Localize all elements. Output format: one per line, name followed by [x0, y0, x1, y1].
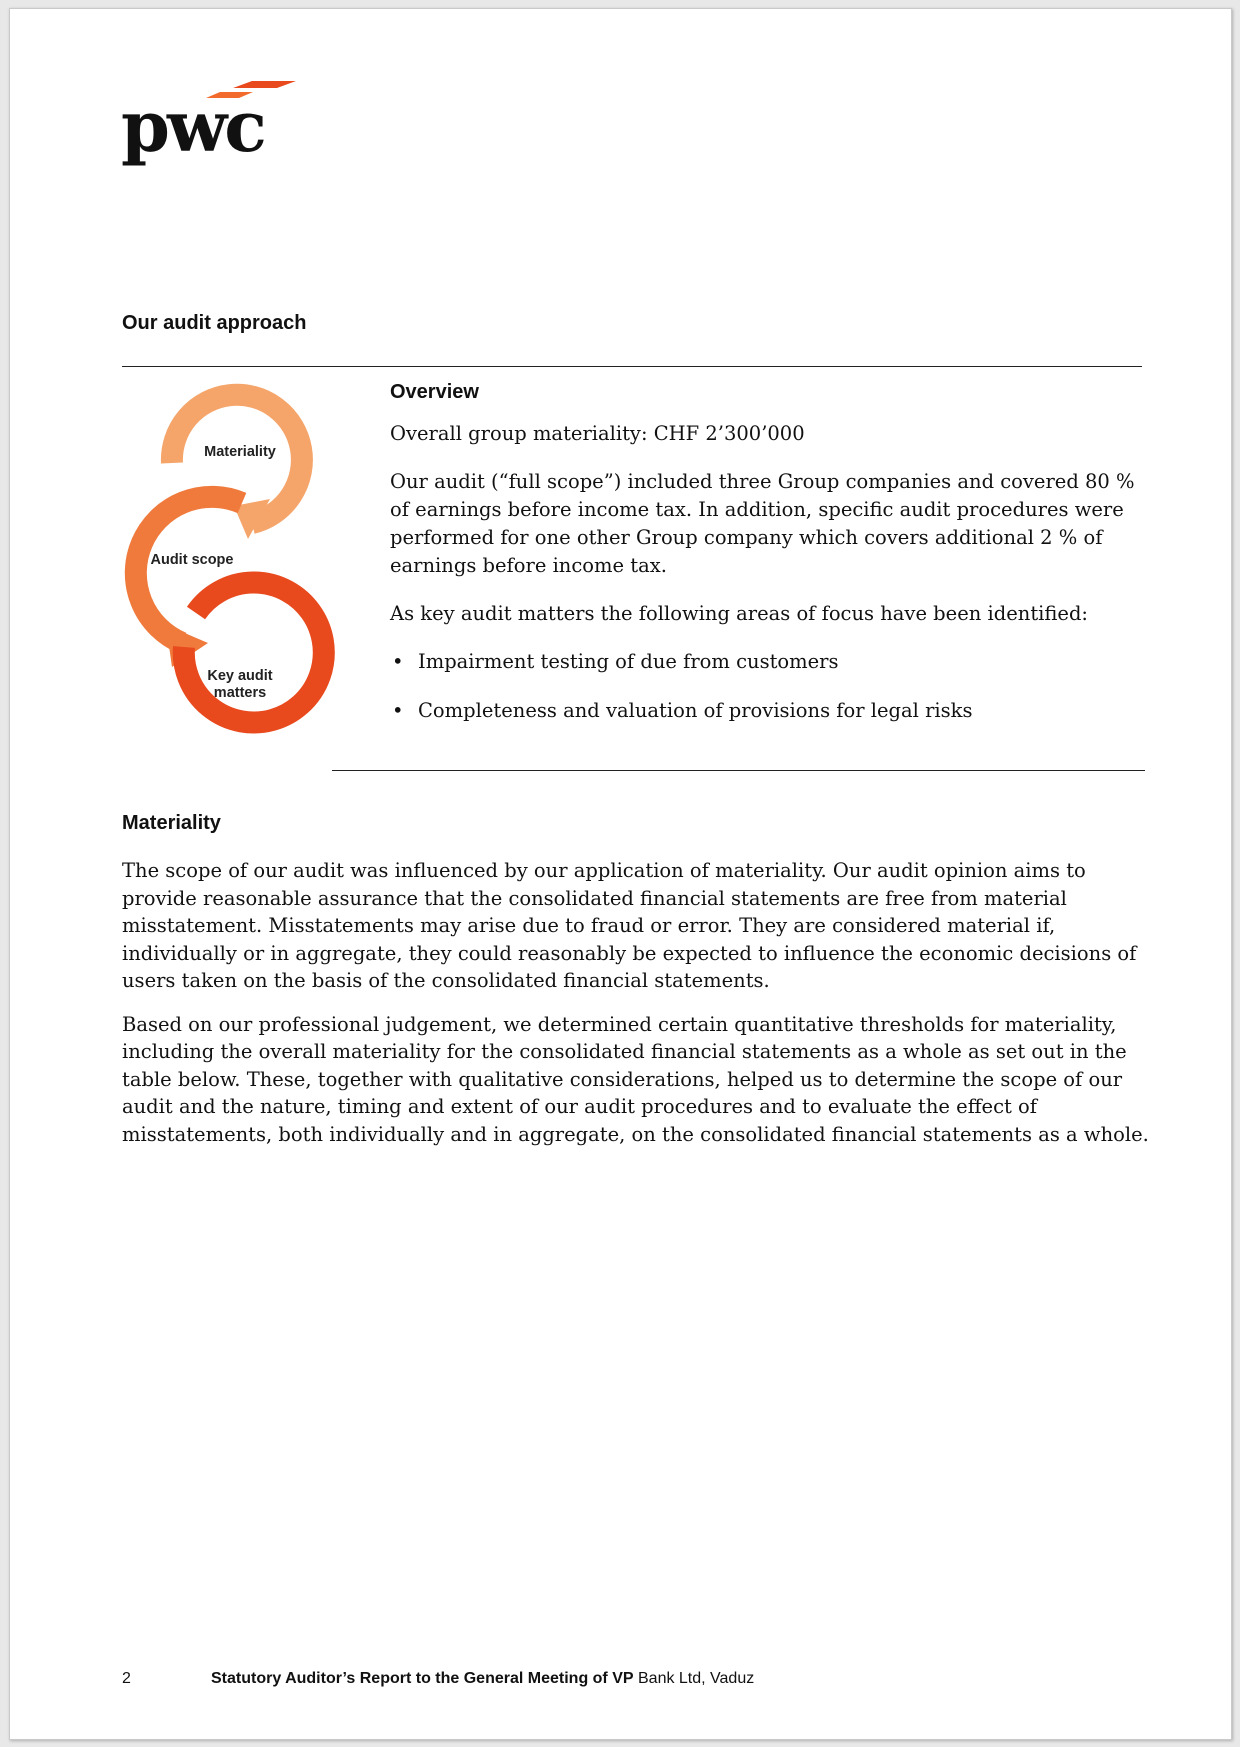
- group-materiality-line: Overall group materiality: CHF 2’300’000: [390, 422, 805, 445]
- diagram-label-materiality: Materiality: [204, 444, 276, 460]
- list-item-text: Impairment testing of due from customers: [418, 650, 839, 673]
- materiality-heading: Materiality: [122, 812, 221, 834]
- key-audit-matters-arc: [184, 583, 324, 723]
- audit-scope-arc: [136, 497, 242, 643]
- list-item: [390, 648, 1150, 676]
- diagram-label-key-audit: Key audit: [207, 668, 273, 684]
- section-title: Our audit approach: [122, 312, 307, 334]
- logo-wordmark: pwc: [121, 85, 264, 168]
- footer-title-regular: Bank Ltd, Vaduz: [633, 1670, 755, 1687]
- page-number: 2: [122, 1670, 131, 1687]
- audit-scope-paragraph: Our audit (“full scope”) included three Group companies and covered 80 % of earnings before income tax. In addition, specific audit procedures were performed for one other Group company which covers additional 2 % of earnings before income tax.: [390, 470, 1135, 577]
- materiality-paragraph-2: Based on our professional judgement, we determined certain quantitative thresholds for materiality, including the overall materiality for the consolidated financial statements as a whole as set out in the table below. These, together with qualitative considerations, helped us to determine the scope of our audit and the nature, timing and extent of our audit procedures and to evaluate the effect of misstatements, both individually and in aggregate, on the consolidated financial statements as a whole.: [122, 1012, 1149, 1146]
- top-divider: [122, 366, 1142, 367]
- document-page: [9, 8, 1232, 1740]
- footer-title-bold: Statutory Auditor’s Report to the General Meeting of VP: [211, 1670, 634, 1687]
- overview-heading: Overview: [390, 381, 479, 403]
- materiality-paragraph-1: The scope of our audit was influenced by our application of materiality. Our audit opinion aims to provide reasonable assurance that the consolidated financial statements are free from material misstatement. Misstatements may arise due to fraud or error. They are considered material if, individually or in aggregate, they could reasonably be expected to influence the economic decisions of users taken on the basis of the consolidated financial statements.: [122, 859, 1137, 992]
- overview-section: [390, 381, 1150, 746]
- materiality-body: [122, 857, 1152, 1164]
- footer-title: [211, 1670, 754, 1688]
- bullet-icon: •: [392, 650, 404, 673]
- key-audit-matters-intro: As key audit matters the following areas of focus have been identified:: [390, 602, 1088, 625]
- pwc-logo: [121, 81, 321, 181]
- key-audit-matters-list: [390, 648, 1150, 725]
- diagram-label-matters: matters: [213, 685, 267, 701]
- list-item: [390, 697, 1150, 725]
- bottom-divider: [332, 770, 1145, 771]
- bullet-icon: •: [392, 699, 404, 722]
- audit-cycle-diagram: [122, 381, 352, 771]
- diagram-label-audit-scope: Audit scope: [150, 552, 234, 568]
- list-item-text: Completeness and valuation of provisions for legal risks: [418, 699, 973, 722]
